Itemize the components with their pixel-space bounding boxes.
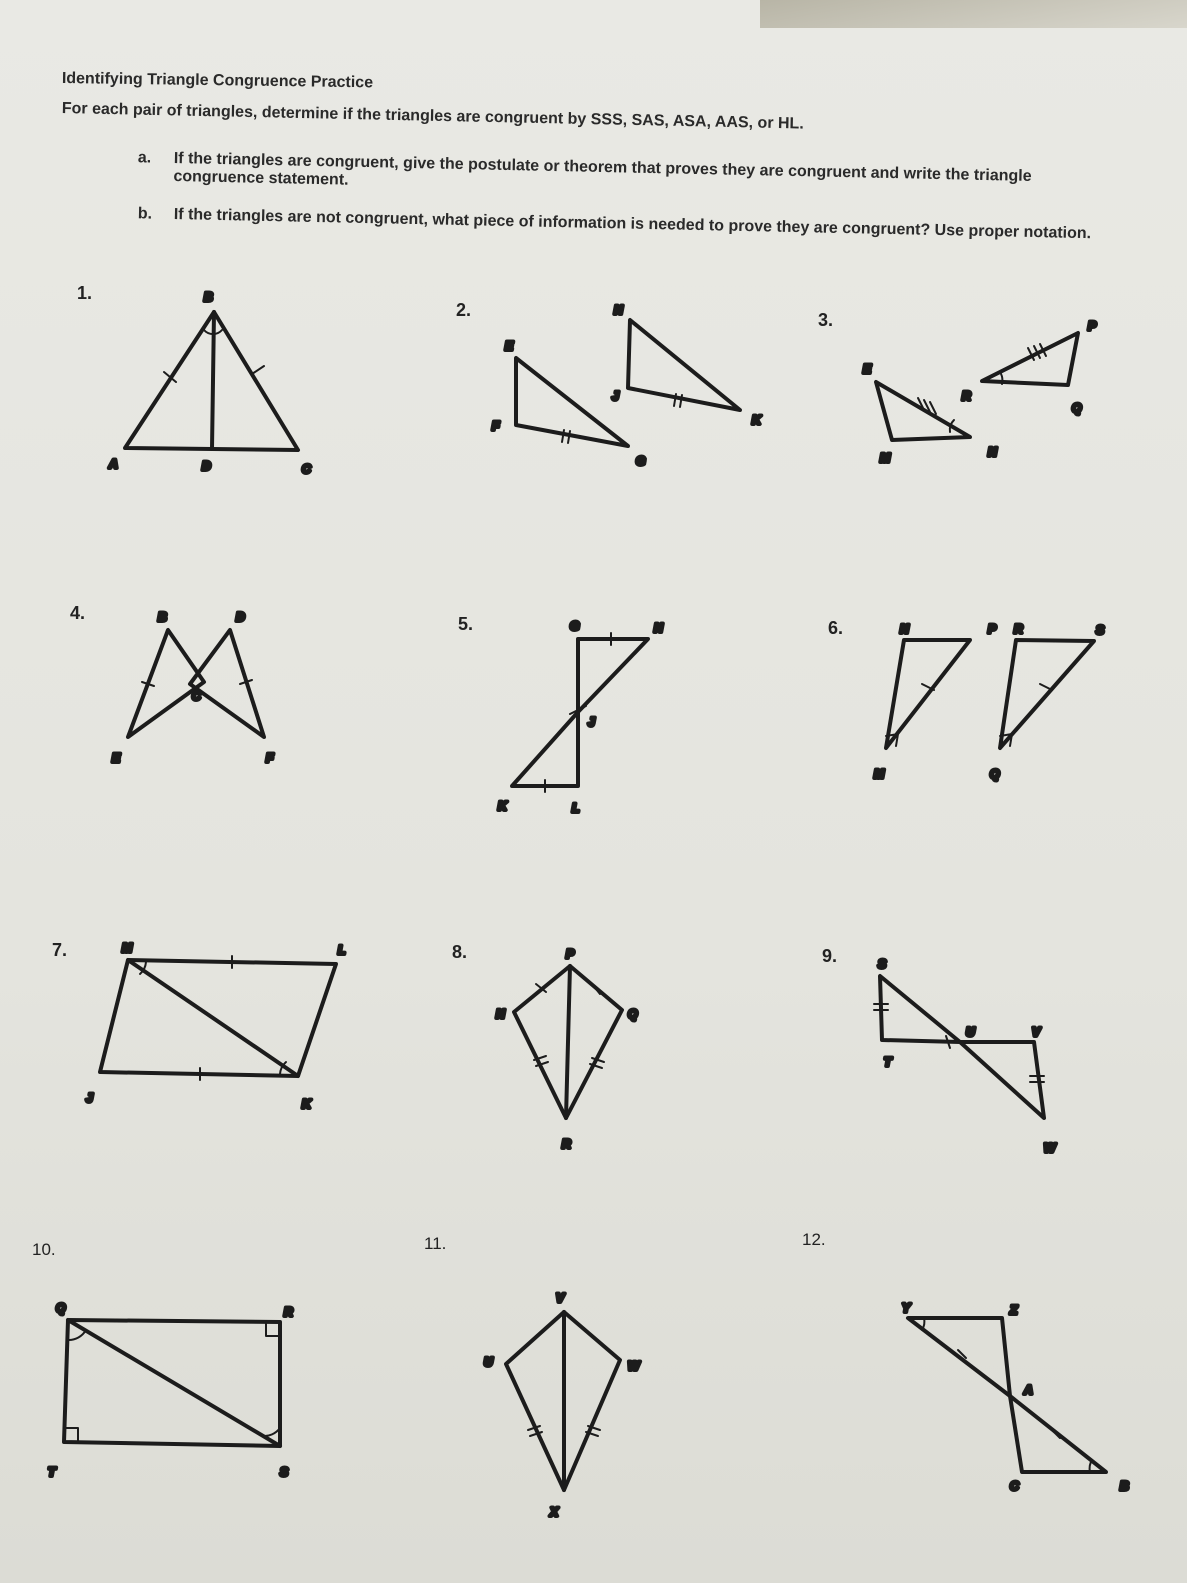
vertex-label: P [988,622,997,636]
item-text: If the triangles are not congruent, what piece of information is needed to prove they are congruent? Use proper notation. [173,206,1092,243]
parallelogram-mljk [100,960,336,1076]
vertex-label: A [1024,1383,1033,1397]
vertex-label: M [874,767,884,781]
diagonal-mk [128,960,298,1076]
vertex-label: B [158,610,167,624]
vertex-label: T [884,1055,892,1069]
diagonal-qs [68,1320,280,1446]
vertex-label: X [550,1505,559,1519]
item-letter: a. [137,149,152,167]
vertex-label: K [302,1097,311,1111]
vertex-label: Q [990,767,1000,781]
figure-9 [874,957,1057,1155]
triangle-nmp [886,640,970,748]
vertex-label: G [570,619,580,633]
vertex-label: N [496,1007,505,1021]
problem-number: 3. [818,310,834,330]
problem-number: 8. [452,942,468,962]
vertex-label: B [1120,1479,1129,1493]
segment-bd [212,312,214,449]
vertex-label: K [752,413,761,427]
triangle-stu [880,976,960,1042]
vertex-label: Q [1072,401,1082,415]
figure-1 [108,290,311,476]
vertex-label: T [48,1465,56,1479]
vertex-label: E [863,362,872,376]
vertex-label: S [1096,623,1105,637]
triangle-emn [876,382,970,440]
problem-number: 11. [424,1234,447,1253]
vertex-label: D [236,610,245,624]
vertex-label: M [880,451,890,465]
vertex-label: R [962,389,971,403]
vertex-label: E [112,751,121,765]
vertex-label: V [1032,1025,1041,1039]
vertex-label: A [109,457,118,471]
figure-3 [863,319,1097,465]
figure-8 [496,947,638,1151]
triangle-ghj [578,639,648,712]
vertex-label: B [204,290,213,304]
vertex-label: F [492,419,500,433]
vertex-label: G [636,454,646,468]
vertex-label: J [612,389,619,403]
figure-5 [498,619,663,815]
triangle-uvw [960,1042,1044,1118]
vertex-label: M [122,941,132,955]
vertex-label: Q [56,1301,66,1315]
vertex-label: Y [902,1301,911,1315]
triangle-hjk [628,320,740,410]
vertex-label: S [878,957,887,971]
vertex-label: W [1044,1141,1056,1155]
problem-number: 12. [802,1230,826,1249]
worksheet-title: Identifying Triangle Congruence Practice [61,70,374,92]
triangle-jkl [512,712,578,786]
vertex-label: S [280,1465,289,1479]
figure-10 [48,1301,293,1479]
worksheet-instructions: For each pair of triangles, determine if the triangles are congruent by SSS, SAS, ASA, AAS, or HL. [61,100,804,133]
vertex-label: L [572,801,580,815]
problem-number: 7. [52,940,68,960]
figure-11 [484,1291,641,1519]
vertex-label: N [900,622,909,636]
vertex-label: Z [1010,1303,1018,1317]
vertex-label: R [1014,622,1023,636]
segment-pr [566,966,570,1118]
vertex-label: L [338,943,346,957]
vertex-label: P [1088,319,1097,333]
problem-number: 9. [822,946,838,966]
problem-number: 1. [77,283,93,303]
vertex-label: V [556,1291,565,1305]
vertex-label: H [654,621,663,635]
vertex-label: R [562,1137,571,1151]
vertex-label: N [988,445,997,459]
problem-number: 5. [458,614,474,634]
item-letter: b. [137,205,153,223]
vertex-label: P [566,947,575,961]
vertex-label: C [192,689,201,703]
figure-4 [112,610,274,765]
vertex-label: J [588,715,595,729]
vertex-label: D [202,459,211,473]
vertex-label: H [614,303,623,317]
vertex-label: U [484,1355,493,1369]
figure-7 [86,941,345,1111]
vertex-label: C [1010,1479,1019,1493]
figure-6 [874,622,1104,781]
vertex-label: J [86,1091,93,1105]
problem-number: 10. [32,1240,56,1259]
vertex-label: W [628,1359,640,1373]
item-text: If the triangles are congruent, give the postulate or theorem that proves they are congruent and write the triangle congruence statement. [173,150,1032,189]
triangle-rpq [982,333,1078,385]
problem-number: 6. [828,618,844,638]
problem-number: 2. [456,300,472,320]
vertex-label: K [498,799,507,813]
vertex-label: F [266,751,274,765]
vertex-label: Q [628,1007,638,1021]
vertex-label: E [505,339,514,353]
figure-2 [492,303,762,468]
triangle-rsq [1000,640,1094,748]
vertex-label: C [302,462,311,476]
vertex-label: U [966,1025,975,1039]
problem-number: 4. [70,603,86,623]
figure-12 [902,1301,1129,1493]
vertex-label: R [284,1305,293,1319]
